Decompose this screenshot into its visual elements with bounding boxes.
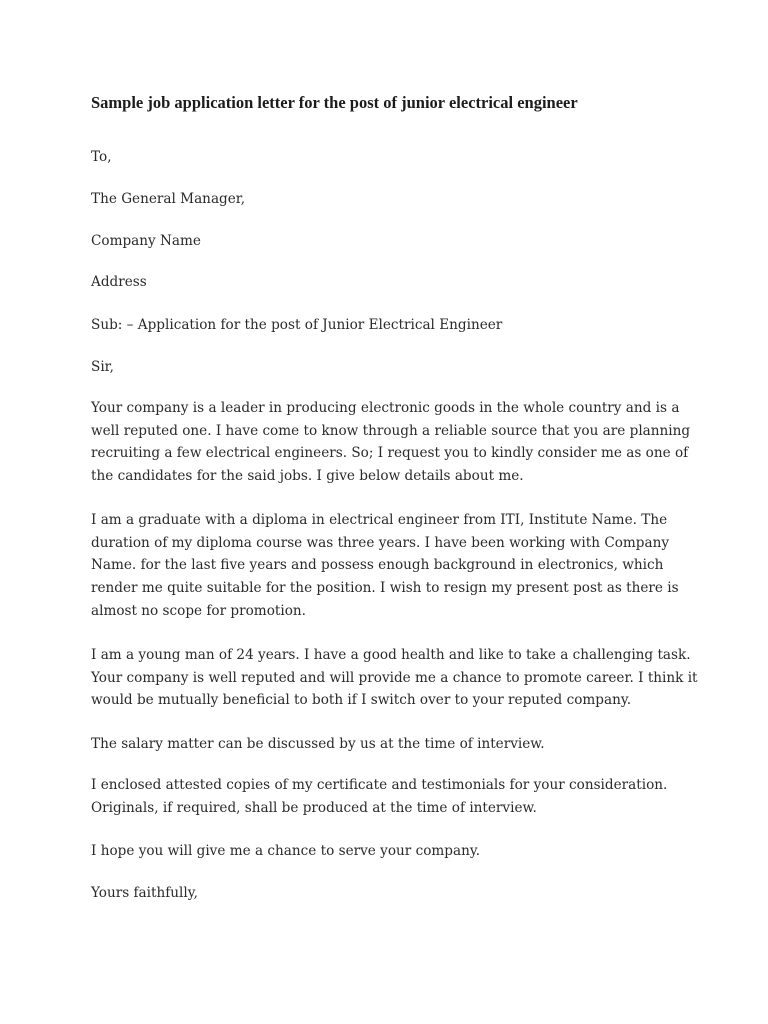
paragraph-personal <box>91 644 731 712</box>
paragraph-line: recruiting a few electrical engineers. So; I request you to kindly consider me as one of <box>91 445 689 462</box>
paragraph-line: I enclosed attested copies of my certificate and testimonials for your consideration. <box>91 777 668 793</box>
paragraph-line: almost no scope for promotion. <box>91 602 306 619</box>
salutation-to: To, <box>91 149 112 165</box>
paragraph-line: duration of my diploma course was three years. I have been working with Company <box>91 534 670 551</box>
paragraph-line: render me quite suitable for the position. I wish to resign my present post as there is <box>91 580 679 597</box>
paragraph-qualifications <box>91 509 731 623</box>
paragraph-line: the candidates for the said jobs. I give below details about me. <box>91 468 524 485</box>
subject-line: Sub: – Application for the post of Junior Electrical Engineer <box>91 317 503 333</box>
paragraph-line: Your company is well reputed and will provide me a chance to promote career. I think it <box>91 669 698 686</box>
address-line: Address <box>91 274 147 290</box>
paragraph-line: well reputed one. I have come to know through a reliable source that you are planning <box>91 422 691 439</box>
paragraph-line: would be mutually beneficial to both if I switch over to your reputed company. <box>91 692 632 709</box>
paragraph-line: I am a graduate with a diploma in electrical engineer from ITI, Institute Name. The <box>91 512 668 528</box>
closing-line: Yours faithfully, <box>91 885 198 901</box>
paragraph-line: Originals, if required, shall be produced at the time of interview. <box>91 799 537 816</box>
paragraph-line: The salary matter can be discussed by us at the time of interview. <box>91 736 545 752</box>
recipient-line: The General Manager, <box>91 191 246 207</box>
paragraph-line: Name. for the last five years and possess enough background in electronics, which <box>91 557 664 574</box>
letter-title: Sample job application letter for the post of junior electrical engineer <box>91 93 578 112</box>
company-line: Company Name <box>91 233 201 249</box>
paragraph-salary <box>91 733 731 756</box>
paragraph-introduction <box>91 397 731 488</box>
paragraph-line: I hope you will give me a chance to serve your company. <box>91 843 481 859</box>
paragraph-enclosures <box>91 774 731 819</box>
greeting-line: Sir, <box>91 359 114 375</box>
paragraph-line: Your company is a leader in producing electronic goods in the whole country and is a <box>91 400 680 416</box>
paragraph-line: I am a young man of 24 years. I have a good health and like to take a challenging task. <box>91 647 691 663</box>
paragraph-hope <box>91 840 731 863</box>
